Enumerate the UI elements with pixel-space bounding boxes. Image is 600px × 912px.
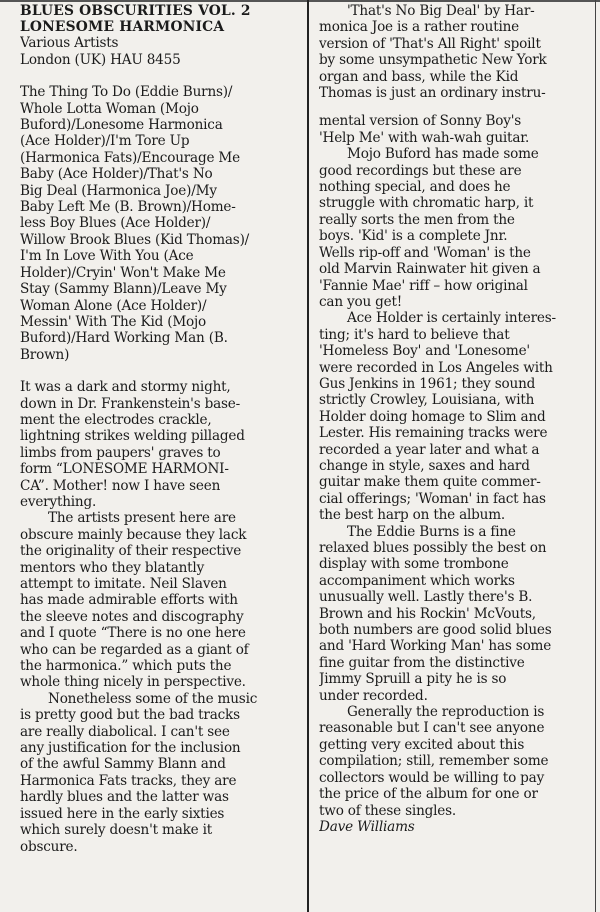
review-line: collectors would be willing to pay [319,769,545,786]
right-edge-rule [595,0,596,912]
tracklist-line: Big Deal (Harmonica Joe)/My [20,182,217,199]
review-line: were recorded in Los Angeles with [319,359,553,376]
review-line: CA”. Mother! now I have seen [20,477,221,494]
review-line: Harmonica Fats tracks, they are [20,772,237,789]
review-line: of the awful Sammy Blann and [20,756,226,773]
review-line: 'Help Me' with wah-wah guitar. [319,129,530,146]
tracklist-line: Baby (Ace Holder)/That's No [20,166,213,183]
review-line: the sleeve notes and discography [20,608,244,625]
review-line: guitar make them quite commer- [319,474,541,491]
review-line: struggle with chromatic harp, it [319,195,534,212]
review-line: The artists present here are [48,510,236,527]
review-line: 'That's No Big Deal' by Har- [347,3,535,19]
review-line: any justification for the inclusion [20,740,241,757]
tracklist-line: I'm In Love With You (Ace [20,248,194,265]
review-line: accompaniment which works [319,572,515,589]
tracklist-line: Buford)/Lonesome Harmonica [20,117,223,134]
review-line: the best harp on the album. [319,507,506,524]
review-line: change in style, saxes and hard [319,457,530,474]
review-line: really sorts the men from the [319,211,515,228]
review-line: 'Fannie Mae' riff – how original [319,277,528,294]
album-label: London (UK) HAU 8455 [20,51,181,68]
review-line: the harmonica.” which puts the [20,658,232,675]
review-line: and 'Hard Working Man' has some [319,638,552,655]
review-line: both numbers are good solid blues [319,622,552,639]
review-line: the originality of their respective [20,543,242,560]
review-line: hardly blues and the latter was [20,789,229,806]
tracklist-line: (Harmonica Fats)/Encourage Me [20,149,240,166]
review-line: are really diabolical. I can't see [20,723,230,740]
review-line: form “LONESOME HARMONI- [20,461,229,478]
album-artist: Various Artists [20,35,119,52]
review-line: The Eddie Burns is a fine [347,523,516,540]
review-line: down in Dr. Frankenstein's base- [20,395,241,412]
review-line: compilation; still, remember some [319,753,549,770]
review-line: who can be regarded as a giant of [20,641,249,658]
review-line: getting very excited about this [319,736,525,753]
right-review-text [319,3,591,819]
review-line: Thomas is just an ordinary instru- [319,85,546,102]
review-line: Holder doing homage to Slim and [319,408,546,425]
review-line: obscure mainly because they lack [20,526,247,543]
review-line: can you get! [319,293,403,310]
review-line: ting; it's hard to believe that [319,326,510,343]
review-line: 'Homeless Boy' and 'Lonesome' [319,343,530,360]
review-line: issued here in the early sixties [20,805,225,822]
review-line: nothing special, and does he [319,179,511,196]
tracklist-line: less Boy Blues (Ace Holder)/ [20,215,211,232]
review-line: lightning strikes welding pillaged [20,428,245,445]
tracklist-line: Buford)/Hard Working Man (B. [20,330,228,347]
review-paragraph [319,113,591,146]
review-line: Gus Jenkins in 1961; they sound [319,375,536,392]
review-line: ment the electrodes crackle, [20,411,212,428]
review-line: is pretty good but the bad tracks [20,707,240,724]
review-line: good recordings but these are [319,162,522,179]
review-line: whole thing nicely in perspective. [20,674,246,691]
review-line: It was a dark and stormy night, [20,379,231,396]
review-line: limbs from paupers' graves to [20,444,221,461]
tracklist-line: Willow Brook Blues (Kid Thomas)/ [20,231,250,248]
review-line: Mojo Buford has made some [347,146,539,163]
review-line: display with some trombone [319,556,509,573]
album-title: LONESOME HARMONICA [20,19,225,36]
review-line: reasonable but I can't see anyone [319,720,545,737]
review-line: everything. [20,493,97,510]
review-line: cial offerings; 'Woman' in fact has [319,490,546,507]
review-line: recorded a year later and what a [319,441,540,458]
tracklist-line: The Thing To Do (Eddie Burns)/ [20,84,233,101]
review-line: obscure. [20,838,78,855]
review-line: which surely doesn't make it [20,822,213,839]
review-line: by some unsympathetic New York [319,52,547,69]
review-paragraph [319,3,591,101]
tracklist-line: Messin' With The Kid (Mojo [20,313,207,330]
review-paragraph [20,379,302,510]
review-line: Jimmy Spruill a pity he is so [319,671,507,688]
tracklist-line: Stay (Sammy Blann)/Leave My [20,281,227,298]
column-divider [307,0,309,912]
review-paragraph [319,524,591,704]
review-line: and I quote “There is no one here [20,625,246,642]
review-line: Nonetheless some of the music [48,690,258,707]
review-header [20,3,302,68]
review-line: strictly Crowley, Louisiana, with [319,392,535,409]
review-paragraph [20,510,302,690]
review-paragraph [319,146,591,310]
review-line: boys. 'Kid' is a complete Jnr. [319,228,508,245]
review-line: mentors who they blatantly [20,559,205,576]
review-line: unusually well. Lastly there's B. [319,589,533,606]
review-line: Brown and his Rockin' McVouts, [319,605,536,622]
review-line: Lester. His remaining tracks were [319,425,548,442]
review-line: relaxed blues possibly the best on [319,540,547,556]
tracklist [20,84,302,363]
review-line: mental version of Sonny Boy's [319,113,522,130]
tracklist-line: (Ace Holder)/I'm Tore Up [20,133,190,150]
review-line: version of 'That's All Right' spoilt [319,35,541,52]
tracklist-line: Baby Left Me (B. Brown)/Home- [20,199,236,216]
review-line: attempt to imitate. Neil Slaven [20,576,227,592]
tracklist-line: Woman Alone (Ace Holder)/ [20,297,207,314]
review-line: the price of the album for one or [319,786,538,803]
left-column [20,3,302,855]
review-line: fine guitar from the distinctive [319,654,525,671]
review-line: old Marvin Rainwater hit given a [319,261,541,278]
review-line: Wells rip-off and 'Woman' is the [319,244,531,261]
author-signature: Dave Williams [319,818,415,835]
review-line: organ and bass, while the Kid [319,68,519,85]
tracklist-line: Brown) [20,346,70,363]
album-series-title: BLUES OBSCURITIES VOL. 2 [20,3,251,19]
tracklist-line: Holder)/Cryin' Won't Make Me [20,264,226,281]
review-line: monica Joe is a rather routine [319,19,520,36]
review-paragraph [319,704,591,819]
left-review-text [20,379,302,855]
right-column [319,3,591,835]
review-line: under recorded. [319,687,428,704]
review-line: has made admirable efforts with [20,592,238,609]
tracklist-line: Whole Lotta Woman (Mojo [20,100,199,117]
review-paragraph [319,310,591,523]
review-line: two of these singles. [319,802,457,819]
review-line: Generally the reproduction is [347,704,545,721]
review-paragraph [20,691,302,855]
top-edge-rule [0,0,600,2]
review-line: Ace Holder is certainly interes- [347,310,556,327]
